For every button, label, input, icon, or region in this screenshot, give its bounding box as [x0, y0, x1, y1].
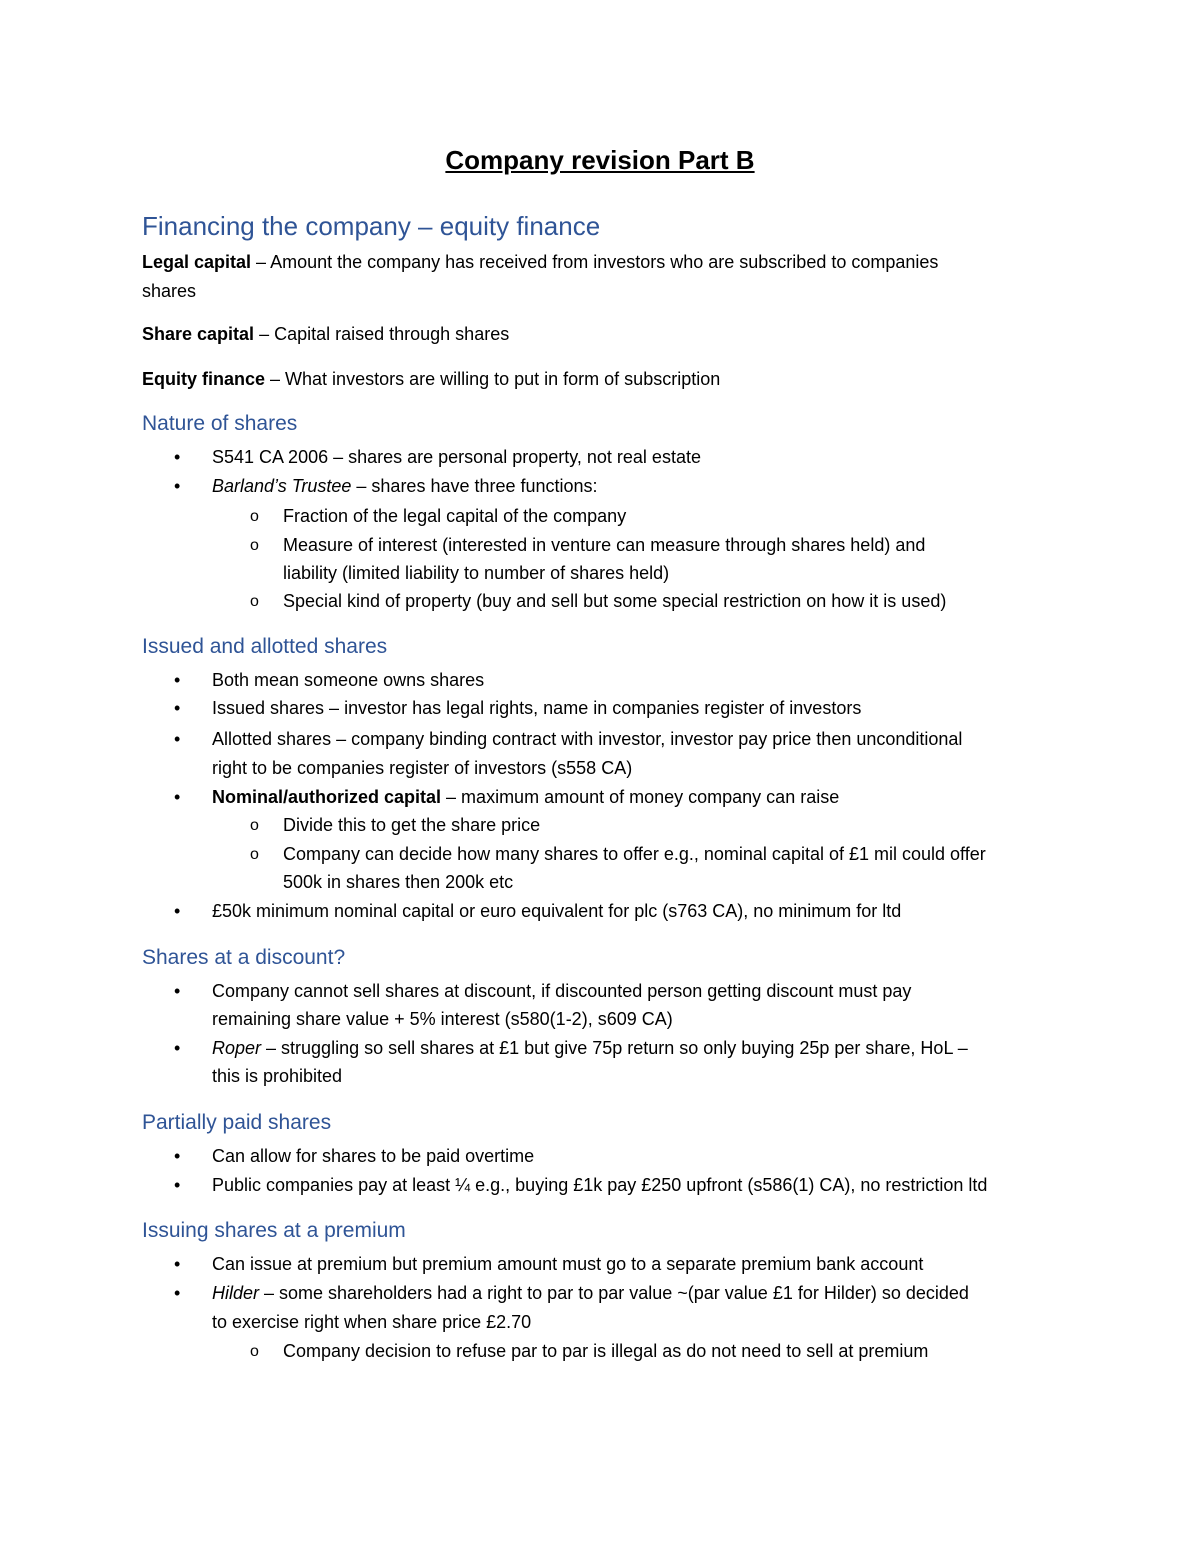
sub-list-item: o Company decision to refuse par to par is illegal as do not need to sell at premium [283, 1337, 1073, 1366]
term-equity-finance: Equity finance [142, 369, 266, 389]
definition-legal-capital [142, 248, 1042, 277]
list-item: • S541 CA 2006 – shares are personal property, not real estate [212, 443, 1072, 472]
term-nominal-capital: Nominal/authorized capital [212, 787, 442, 807]
list-item [212, 1279, 1072, 1308]
list-item: • Can allow for shares to be paid overtime [212, 1142, 1072, 1171]
list-item: • Both mean someone owns shares [212, 666, 1072, 695]
list-item-cont: to exercise right when share price £2.70 [212, 1312, 532, 1332]
definition-text: – Capital raised through shares [254, 324, 510, 344]
list-item [212, 1034, 1072, 1063]
section-heading-nature-of-shares: Nature of shares [142, 412, 298, 435]
list-item-text: – some shareholders had a right to par to par value ~(par value £1 for Hilder) so decided [259, 1283, 969, 1303]
section-heading-issued-allotted: Issued and allotted shares [142, 635, 388, 658]
list-item-cont: right to be companies register of investors (s558 CA) [212, 758, 633, 778]
definition-legal-capital-cont: shares [142, 281, 197, 301]
section-heading-equity-finance: Financing the company – equity finance [142, 211, 601, 241]
sub-list-item: o Divide this to get the share price [283, 811, 1073, 840]
definition-equity-finance [142, 365, 1042, 394]
list-item: • £50k minimum nominal capital or euro equivalent for plc (s763 CA), no minimum for ltd [212, 897, 1072, 926]
case-name: Barland’s Trustee [212, 476, 352, 496]
list-item-text: – shares have three functions: [351, 476, 598, 496]
list-item: • Company cannot sell shares at discount, if discounted person getting discount must pay [212, 977, 1072, 1006]
sub-list-item: o Special kind of property (buy and sell but some special restriction on how it is used) [283, 587, 1073, 616]
list-item-text: – struggling so sell shares at £1 but give 75p return so only buying 25p per share, HoL – [261, 1038, 968, 1058]
list-item: • Public companies pay at least ¼ e.g., buying £1k pay £250 upfront (s586(1) CA), no restriction ltd [212, 1171, 1072, 1200]
section-heading-partially-paid: Partially paid shares [142, 1111, 332, 1134]
list-item-cont: remaining share value + 5% interest (s580(1-2), s609 CA) [212, 1009, 673, 1029]
sub-list-item: o Measure of interest (interested in venture can measure through shares held) and [283, 531, 1073, 560]
section-heading-discount: Shares at a discount? [142, 946, 346, 969]
sub-list-item: o Company can decide how many shares to offer e.g., nominal capital of £1 mil could offer [283, 840, 1073, 869]
section-heading-premium: Issuing shares at a premium [142, 1219, 406, 1242]
list-item: • Issued shares – investor has legal rights, name in companies register of investors [212, 694, 1072, 723]
sub-list-item-cont: liability (limited liability to number of shares held) [283, 563, 670, 583]
case-name: Hilder [212, 1283, 260, 1303]
list-item: • Allotted shares – company binding contract with investor, investor pay price then unconditional [212, 725, 1072, 754]
sub-list-item: o Fraction of the legal capital of the company [283, 502, 1073, 531]
list-item-cont: this is prohibited [212, 1066, 343, 1086]
sub-list-item-cont: 500k in shares then 200k etc [283, 872, 514, 892]
term-legal-capital: Legal capital [142, 252, 252, 272]
case-name: Roper [212, 1038, 262, 1058]
list-item-text: – maximum amount of money company can raise [441, 787, 840, 807]
list-item [212, 783, 1072, 812]
page-title: Company revision Part B [445, 145, 755, 175]
term-share-capital: Share capital [142, 324, 255, 344]
list-item: • Can issue at premium but premium amount must go to a separate premium bank account [212, 1250, 1072, 1279]
definition-share-capital [142, 320, 1042, 349]
definition-text: – Amount the company has received from investors who are subscribed to companies [251, 252, 939, 272]
list-item [212, 472, 1072, 501]
definition-text: – What investors are willing to put in form of subscription [265, 369, 721, 389]
